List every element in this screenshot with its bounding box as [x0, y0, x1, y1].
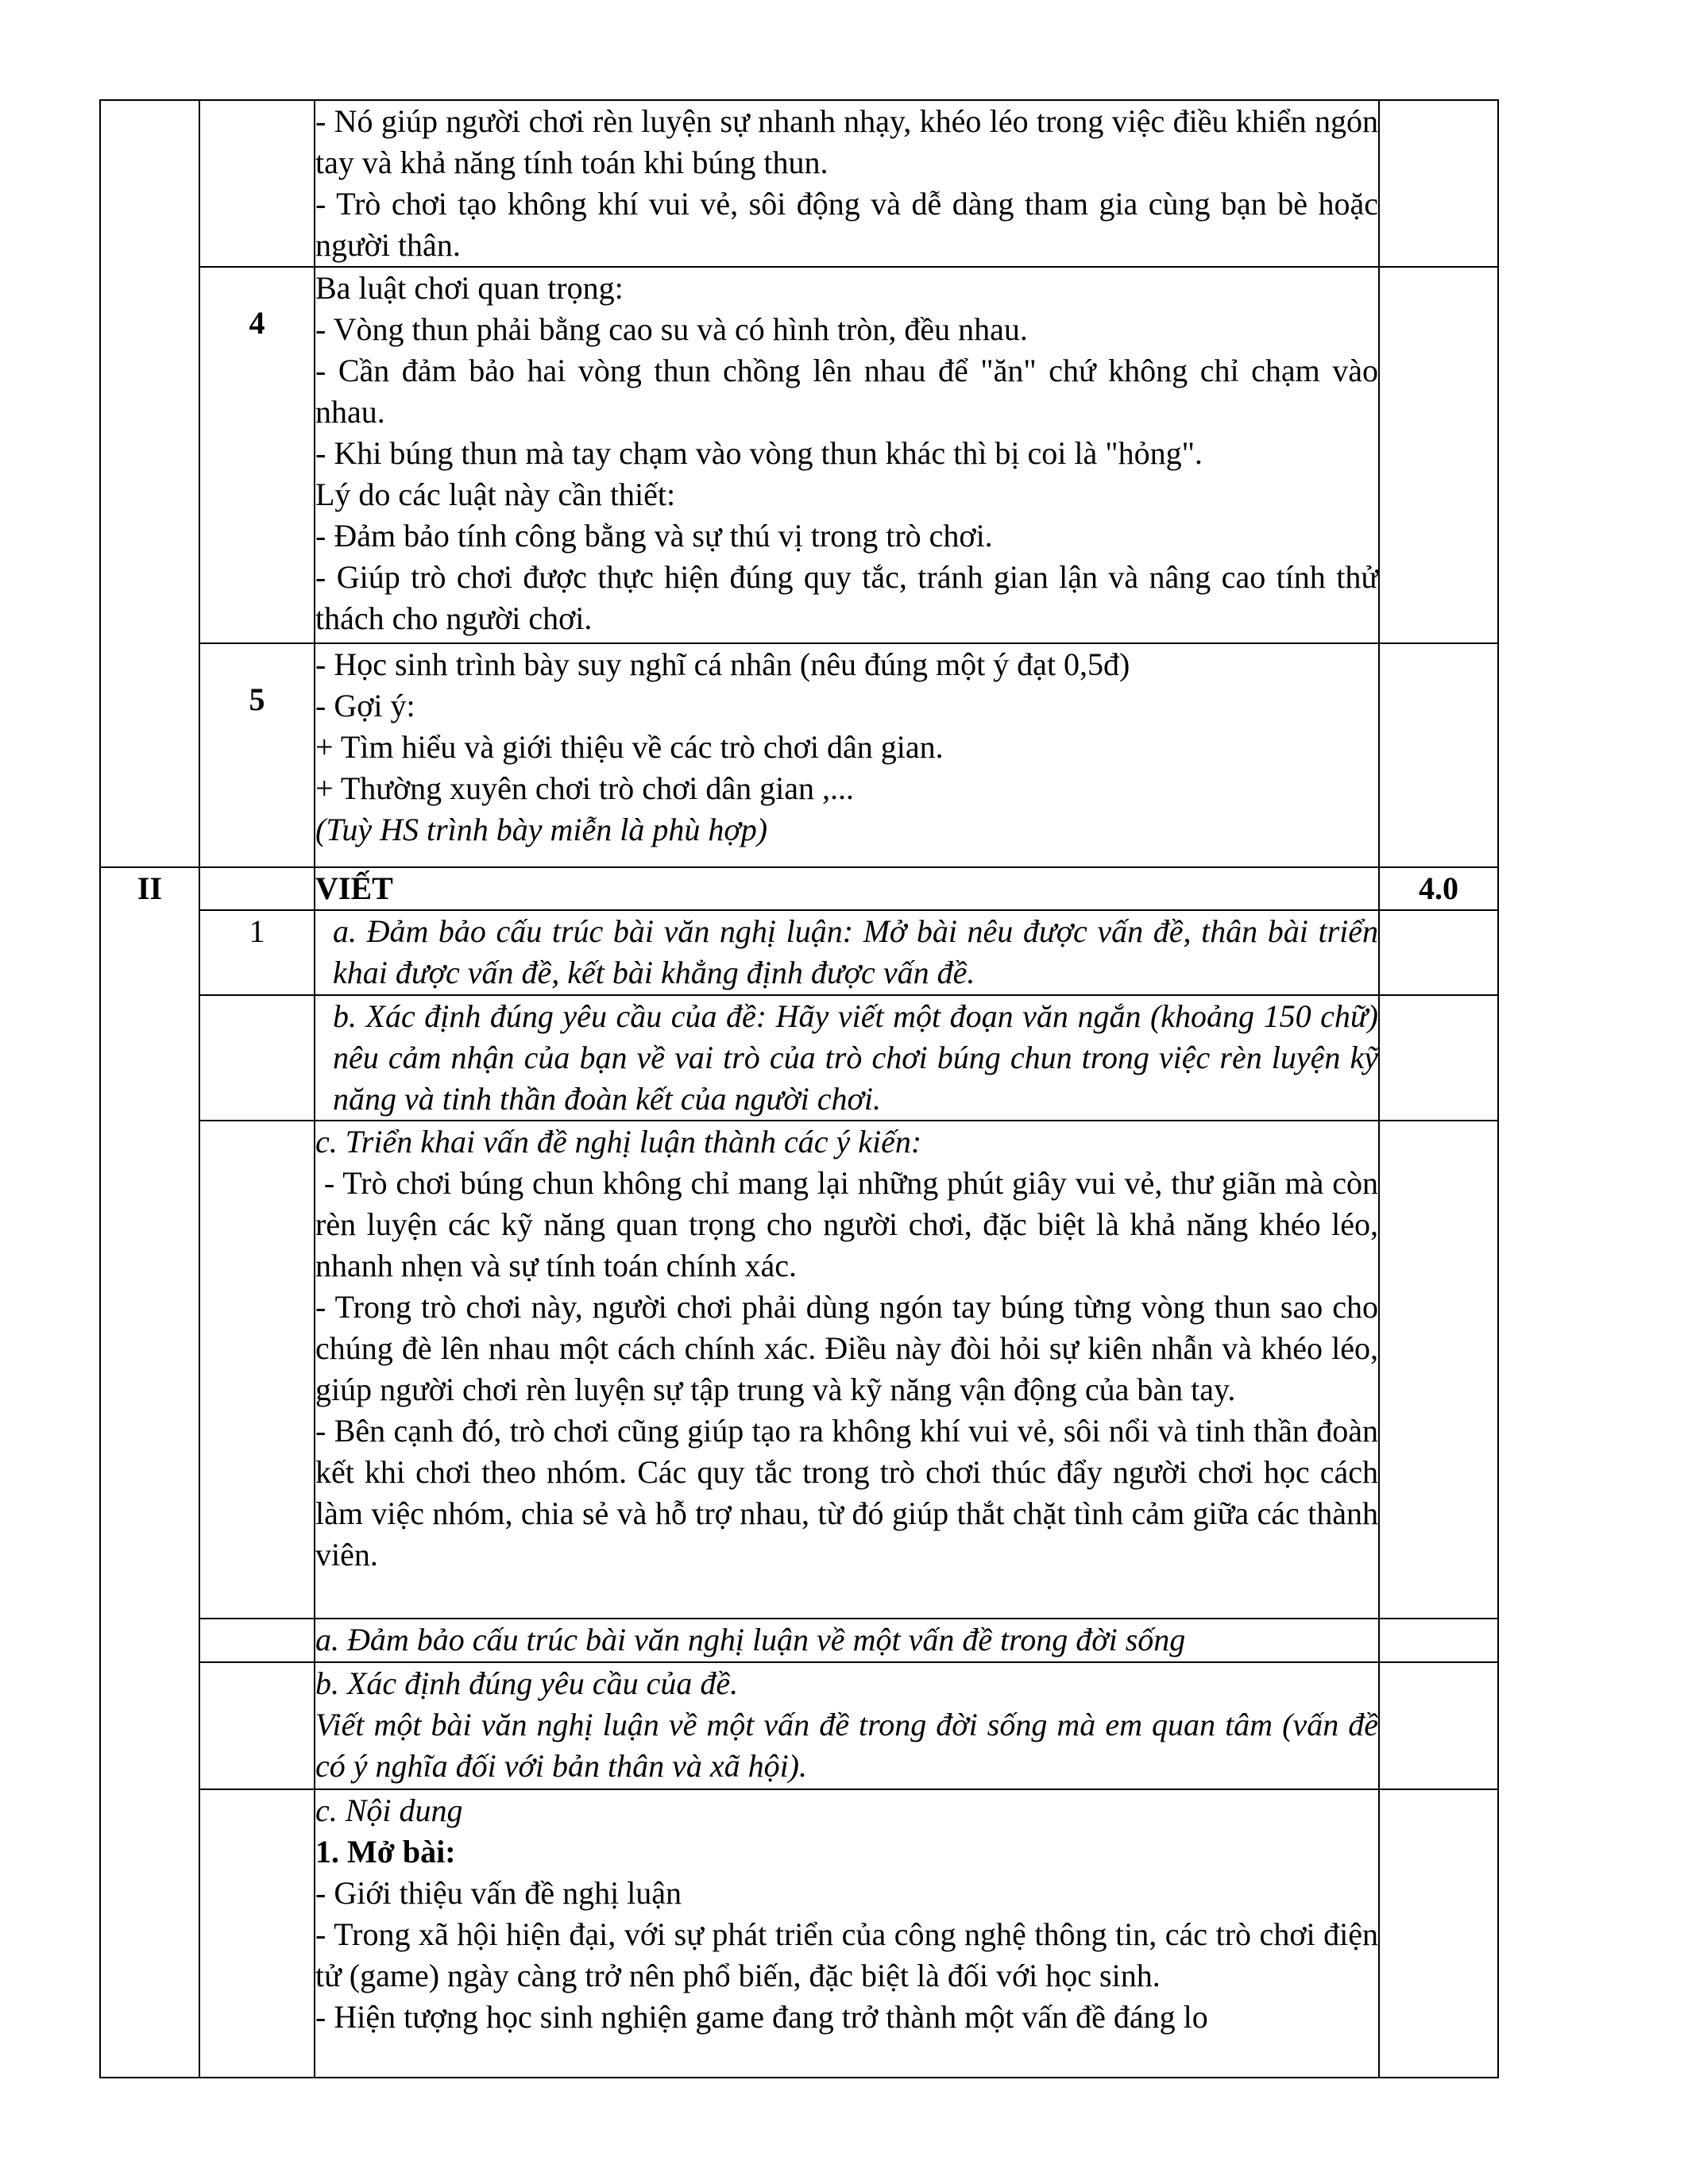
answer-line: Ba luật chơi quan trọng:	[315, 270, 624, 306]
answer-line: Viết một bài văn nghị luận về một vấn đề trong đời sống mà em quan tâm (vấn đề có ý nghĩa đối với bản thân và xã hội).	[315, 1707, 1378, 1784]
answer-heading: b. Xác định đúng yêu cầu của đề.	[315, 1665, 739, 1701]
table-row	[100, 1789, 1498, 2078]
question-number-cell	[199, 910, 315, 995]
answer-line: - Khi búng thun mà tay chạm vào vòng thun khác thì bị coi là "hỏng".	[315, 435, 1203, 471]
question-number-cell	[199, 867, 315, 910]
section-cell-empty	[100, 100, 199, 867]
points-cell	[1379, 995, 1498, 1121]
answer-cell	[315, 1619, 1379, 1662]
answer-cell	[315, 1662, 1379, 1789]
answer-line: a. Đảm bảo cấu trúc bài văn nghị luận về một vấn đề trong đời sống	[315, 1622, 1186, 1657]
answer-line: Lý do các luật này cần thiết:	[315, 477, 676, 512]
question-number-cell	[199, 995, 315, 1121]
points-cell	[1379, 100, 1498, 267]
points-cell	[1379, 1789, 1498, 2078]
answer-heading: c. Nội dung	[315, 1792, 463, 1828]
points-cell	[1379, 1662, 1498, 1789]
answer-cell	[315, 1789, 1379, 2078]
points-cell	[1379, 643, 1498, 867]
question-number-cell	[199, 100, 315, 267]
section-cell	[100, 867, 199, 2078]
answer-line: b. Xác định đúng yêu cầu của đề: Hãy viết một đoạn văn ngắn (khoảng 150 chữ) nêu cảm nhận của bạn về vai trò của trò chơi búng chun trong việc rèn luyện kỹ năng và tinh thần đoàn kết của người chơi.	[333, 998, 1378, 1117]
answer-heading: c. Triển khai vấn đề nghị luận thành các ý kiến:	[315, 1124, 922, 1160]
answer-cell	[315, 267, 1379, 643]
answer-key-table	[99, 99, 1499, 2078]
table-row	[100, 1121, 1498, 1619]
question-number-cell	[199, 1662, 315, 1789]
question-number-cell	[199, 1121, 315, 1619]
points-cell	[1379, 867, 1498, 910]
answer-line: - Gợi ý:	[315, 688, 415, 723]
answer-line: - Bên cạnh đó, trò chơi cũng giúp tạo ra không khí vui vẻ, sôi nổi và tinh thần đoàn kết khi chơi theo nhóm. Các quy tắc trong trò chơi thúc đẩy người chơi học cách làm việc nhóm, chia sẻ và hỗ trợ nhau, từ đó giúp thắt chặt tình cảm giữa các thành viên.	[315, 1413, 1378, 1572]
table-row	[100, 643, 1498, 867]
answer-line: - Trong trò chơi này, người chơi phải dùng ngón tay búng từng vòng thun sao cho chúng đè lên nhau một cách chính xác. Điều này đòi hỏi sự kiên nhẫn và khéo léo, giúp người chơi rèn luyện sự tập trung và kỹ năng vận động của bàn tay.	[315, 1289, 1378, 1407]
answer-subheading: 1. Mở bài:	[315, 1834, 456, 1870]
answer-line: - Trò chơi tạo không khí vui vẻ, sôi động và dễ dàng tham gia cùng bạn bè hoặc người thân.	[315, 186, 1378, 263]
table-row	[100, 267, 1498, 643]
answer-cell	[315, 643, 1379, 867]
answer-line: - Hiện tượng học sinh nghiện game đang trở thành một vấn đề đáng lo	[315, 1999, 1208, 2035]
question-number-cell	[199, 267, 315, 643]
question-number: 4	[249, 305, 265, 341]
points-cell	[1379, 910, 1498, 995]
answer-line: a. Đảm bảo cấu trúc bài văn nghị luận: Mở bài nêu được vấn đề, thân bài triển khai được vấn đề, kết bài khẳng định được vấn đề.	[333, 913, 1378, 990]
answer-cell	[315, 910, 1379, 995]
answer-note: (Tuỳ HS trình bày miễn là phù hợp)	[315, 812, 768, 847]
table-row	[100, 995, 1498, 1121]
answer-cell	[315, 1121, 1379, 1619]
section-points: 4.0	[1419, 870, 1458, 906]
answer-line: - Nó giúp người chơi rèn luyện sự nhanh nhạy, khéo léo trong việc điều khiển ngón tay và khả năng tính toán khi búng thun.	[315, 103, 1378, 180]
answer-line: - Học sinh trình bày suy nghĩ cá nhân (nêu đúng một ý đạt 0,5đ)	[315, 646, 1130, 682]
answer-line: + Thường xuyên chơi trò chơi dân gian ,...	[315, 770, 854, 806]
answer-line: - Trò chơi búng chun không chỉ mang lại những phút giây vui vẻ, thư giãn mà còn rèn luyện các kỹ năng quan trọng cho người chơi, đặc biệt là khả năng khéo léo, nhanh nhẹn và sự tính toán chính xác.	[315, 1165, 1378, 1283]
question-number: 1	[249, 913, 265, 949]
table-row	[100, 100, 1498, 267]
answer-line: - Giới thiệu vấn đề nghị luận	[315, 1875, 682, 1911]
answer-cell	[315, 100, 1379, 267]
question-number-cell	[199, 1619, 315, 1662]
table-row	[100, 867, 1498, 910]
answer-line: - Giúp trò chơi được thực hiện đúng quy tắc, tránh gian lận và nâng cao tính thử thách cho người chơi.	[315, 559, 1378, 636]
question-number-cell	[199, 1789, 315, 2078]
table-row	[100, 1662, 1498, 1789]
points-cell	[1379, 1121, 1498, 1619]
points-cell	[1379, 267, 1498, 643]
question-number-cell	[199, 643, 315, 867]
answer-line: - Trong xã hội hiện đại, với sự phát triển của công nghệ thông tin, các trò chơi điện tử (game) ngày càng trở nên phổ biến, đặc biệt là đối với học sinh.	[315, 1916, 1378, 1993]
section-title-cell	[315, 867, 1379, 910]
section-label: II	[137, 870, 163, 906]
answer-line: - Vòng thun phải bằng cao su và có hình tròn, đều nhau.	[315, 311, 1028, 347]
table-row	[100, 910, 1498, 995]
question-number: 5	[249, 681, 265, 717]
table-row	[100, 1619, 1498, 1662]
answer-cell	[315, 995, 1379, 1121]
answer-line: + Tìm hiểu và giới thiệu về các trò chơi dân gian.	[315, 729, 944, 765]
answer-line: - Cần đảm bảo hai vòng thun chồng lên nhau để "ăn" chứ không chỉ chạm vào nhau.	[315, 353, 1378, 430]
answer-line: - Đảm bảo tính công bằng và sự thú vị trong trò chơi.	[315, 518, 993, 554]
section-title: VIẾT	[315, 870, 393, 906]
points-cell	[1379, 1619, 1498, 1662]
